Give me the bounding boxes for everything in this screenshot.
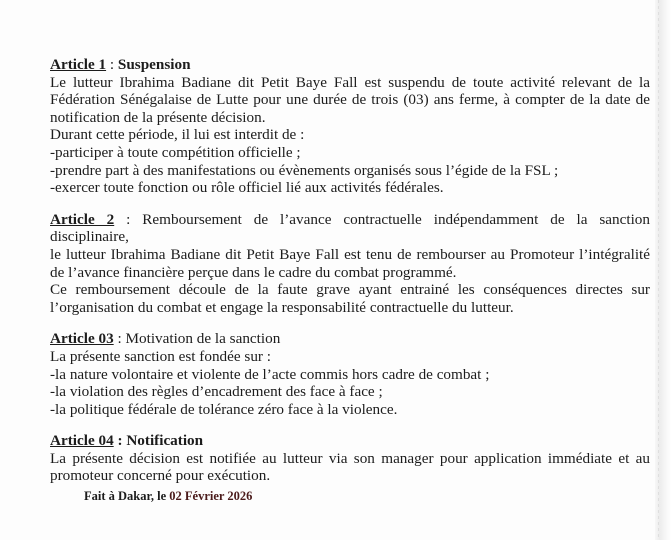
article-heading	[50, 56, 650, 74]
signoff-date: 02 Février 2026	[169, 489, 253, 503]
article-title: Motivation de la sanction	[125, 330, 281, 348]
list-item: -exercer toute fonction ou rôle officiel lié aux activités fédérales.	[50, 179, 444, 197]
paragraph-line: Ce remboursement découle de la faute grave ayant entrainé les conséquences directes sur	[50, 281, 650, 299]
paragraph-line: La présente sanction est fondée sur :	[50, 347, 271, 365]
paragraph-line: de l’avance financière perçue dans le cadre du combat programmé.	[50, 263, 457, 281]
article-label: Article 04	[50, 432, 114, 450]
article-title: Notification	[126, 432, 204, 450]
paragraph-line: Durant cette période, il lui est interdit de :	[50, 126, 305, 144]
article-3	[50, 330, 650, 418]
signoff-place: Fait à Dakar, le	[84, 489, 170, 503]
list-item: -la violation des règles d’encadrement des face à face ;	[50, 383, 383, 401]
signoff-place-date	[84, 489, 252, 504]
document-body	[50, 56, 650, 485]
article-title: Remboursement de l’avance contractuelle indépendamment de la sanction disciplinaire,	[50, 210, 650, 246]
heading-separator: :	[113, 330, 126, 348]
heading-separator: :	[114, 210, 143, 228]
article-2	[50, 211, 650, 317]
paragraph-line: Le lutteur Ibrahima Badiane dit Petit Baye Fall est suspendu de toute activité relevant de la	[50, 73, 650, 91]
article-label: Article 2	[50, 210, 115, 228]
paragraph-line: Fédération Sénégalaise de Lutte pour une durée de trois (03) ans ferme, à compter de la date de	[50, 91, 650, 109]
article-label: Article 03	[50, 330, 114, 348]
list-item: -la nature volontaire et violente de l’acte commis hors cadre de combat ;	[50, 365, 490, 383]
list-item: -la politique fédérale de tolérance zéro face à la violence.	[50, 400, 398, 418]
article-1	[50, 56, 650, 197]
paragraph-line: La présente décision est notifiée au lutteur via son manager pour application immédiate et au	[50, 449, 650, 467]
list-item: -participer à toute compétition officielle ;	[50, 143, 301, 161]
list-item: -prendre part à des manifestations ou évènements organisés sous l’égide de la FSL ;	[50, 161, 559, 179]
article-title: Suspension	[117, 56, 191, 73]
paragraph-line: l’organisation du combat et engage la responsabilité contractuelle du lutteur.	[50, 298, 514, 316]
article-label: Article 1	[50, 56, 107, 73]
paragraph-line: promoteur concerné pour exécution.	[50, 467, 271, 485]
article-heading	[50, 211, 650, 246]
heading-separator: :	[106, 56, 118, 73]
article-heading	[50, 432, 650, 450]
paragraph-line: notification de la présente décision.	[50, 108, 266, 126]
heading-separator: :	[113, 432, 127, 450]
article-4	[50, 432, 650, 485]
paragraph-line: le lutteur Ibrahima Badiane dit Petit Baye Fall est tenu de rembourser au Promoteur l’intégralité	[50, 245, 650, 263]
article-heading	[50, 330, 650, 348]
page-edge-shadow	[655, 0, 671, 540]
